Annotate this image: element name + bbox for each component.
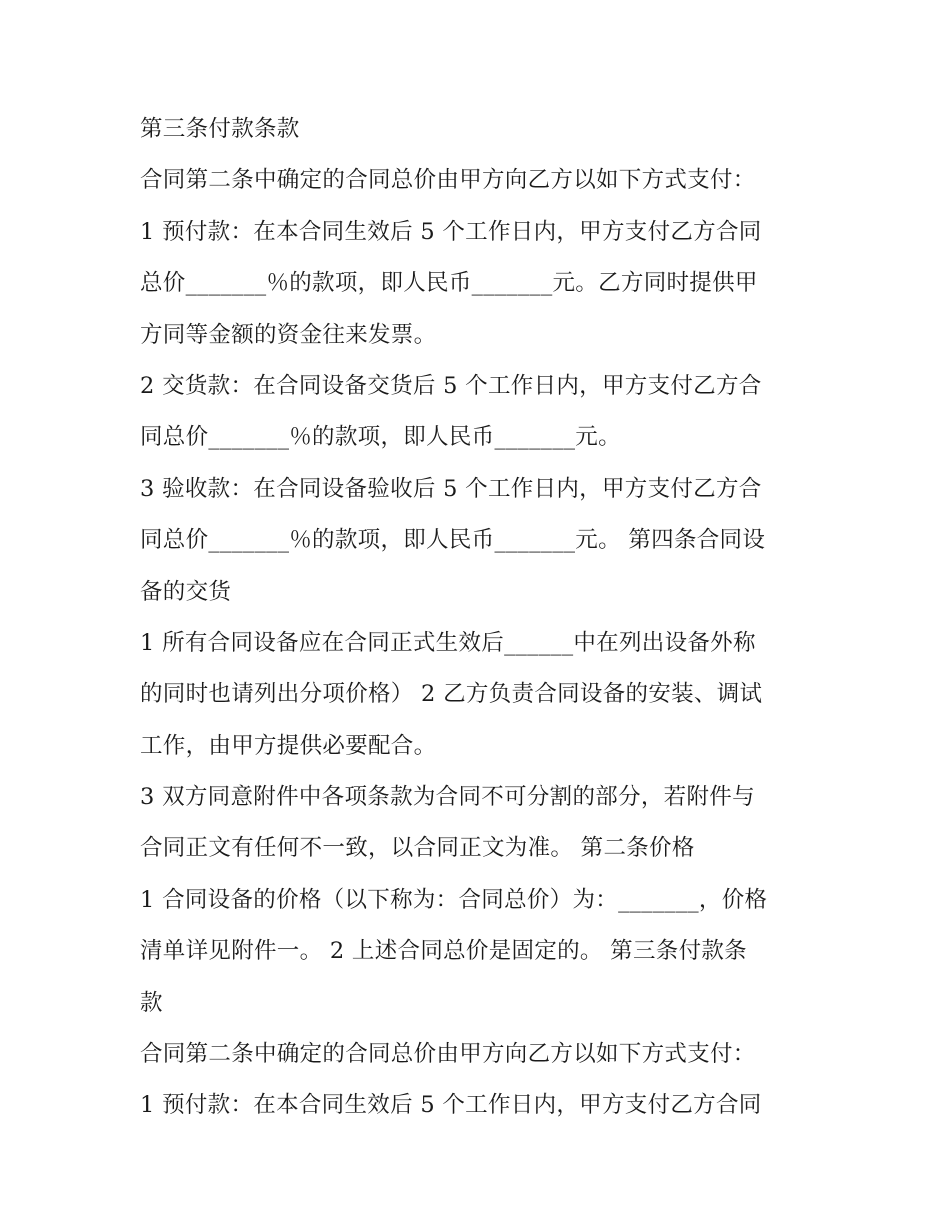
text-line: 款: [140, 989, 163, 1016]
text-line: 1 所有合同设备应在合同正式生效后______中在列出设备外称: [140, 629, 756, 656]
text-line: 2 交货款：在合同设备交货后 5 个工作日内，甲方支付乙方合: [140, 372, 762, 399]
text-line: 方同等金额的资金往来发票。: [140, 321, 437, 348]
text-line: 清单详见附件一。 2 上述合同总价是固定的。 第三条付款条: [140, 938, 747, 965]
text-line: 备的交货: [140, 578, 232, 605]
document-body: [140, 104, 820, 1132]
text-line: 工作，由甲方提供必要配合。: [140, 732, 437, 759]
text-line: 合同正文有任何不一致，以合同正文为准。 第二条价格: [140, 835, 695, 862]
text-line: 1 预付款：在本合同生效后 5 个工作日内，甲方支付乙方合同: [140, 1092, 762, 1119]
text-line: 的同时也请列出分项价格） 2 乙方负责合同设备的安装、调试: [140, 681, 763, 708]
text-line: 合同第二条中确定的合同总价由甲方向乙方以如下方式支付：: [140, 167, 756, 194]
text-line: 合同第二条中确定的合同总价由甲方向乙方以如下方式支付：: [140, 1041, 756, 1068]
text-line: 同总价_______％的款项，即人民币_______元。 第四条合同设: [140, 527, 766, 554]
text-line: 3 双方同意附件中各项条款为合同不可分割的部分，若附件与: [140, 784, 755, 811]
text-line: 同总价_______％的款项，即人民币_______元。: [140, 424, 621, 451]
text-line: 总价_______％的款项，即人民币_______元。乙方同时提供甲: [140, 270, 758, 297]
text-line: 3 验收款：在合同设备验收后 5 个工作日内，甲方支付乙方合: [140, 475, 762, 502]
text-line: 1 预付款：在本合同生效后 5 个工作日内，甲方支付乙方合同: [140, 218, 762, 245]
section-heading-payment-terms: 第三条付款条款: [140, 116, 300, 142]
text-line: 1 合同设备的价格（以下称为：合同总价）为：_______，价格: [140, 886, 768, 913]
